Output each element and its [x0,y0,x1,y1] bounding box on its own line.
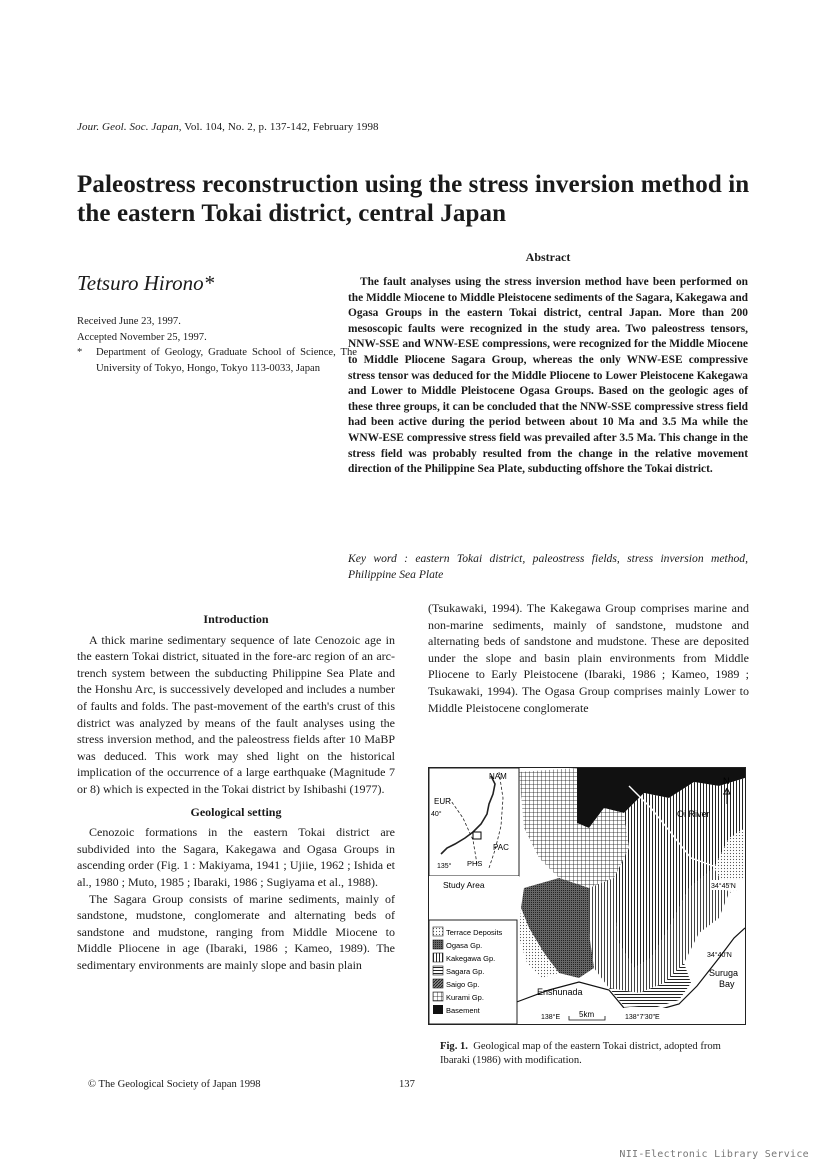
map-legend [429,920,517,1024]
keywords: Key word : eastern Tokai district, paleostress fields, stress inversion method, Philippine Sea Plate [348,552,748,581]
abstract-text: The fault analyses using the stress inversion method have been performed on the Middle Miocene to Middle Pleistocene sediments of the Sagara, Kakegawa and Ogasa Groups in the eastern Tokai district, central Japan. More than 200 mesoscopic faults were recognized in the study area. Two paleostress tensors, NNW-SSE and WNW-ESE compressions, were recognized for the Middle Miocene to Middle Pliocene Sagara Group, whereas the only WNW-ESE compressive stress tensor was deduced for the Middle Pliocene to Lower Pleistocene Kakegawa and Lower to Middle Pleistocene Ogasa Groups. Based on the geologic ages of these three groups, it can be concluded that the NNW-SSE compressive stress field had been active during the period between about 10 Ma and 3.5 Ma while the WNW-ESE compressive stress field was prevailed after 3.5 Ma. This change in the stress field was probably resulted from the change in the relative movement direction of the Philippine Sea Plate, subducting offshore the Tokai district. [348,276,748,476]
lat-3440-label: 34°40'N [707,952,732,959]
geological-setting-paragraph-1: Cenozoic formations in the eastern Tokai district are subdivided into the Sagara, Kakegawa and Ogasa Groups in ascending order (Fig. 1 : Makiyama, 1941 ; Ujiie, 1962 ; Ishida et al., 1980 ; Muto, 1985 ; Ibaraki, 1986 ; Sugiyama et al., 1988). [77,825,395,889]
journal-citation [77,121,379,133]
inset-label-lat40: 40° [431,811,442,818]
copyright-footer: © The Geological Society of Japan 1998 [88,1079,261,1090]
nii-watermark: NII-Electronic Library Service [619,1149,809,1160]
page-number: 137 [399,1079,415,1090]
lon-13830-label: 138°7'30"E [625,1014,660,1021]
geological-setting-paragraph-2: The Sagara Group consists of marine sediments, mainly of sandstone, mudstone, conglomerate and alternating beds of sandstone and mudstone, ranging from Middle Miocene to Middle Pliocene in age (Ibaraki, 1986 ; Kameo, 1989). The sedimentary environments are mainly slope and basin plain [77,891,395,972]
abstract-heading: Abstract [525,250,571,264]
paper-title: Paleostress reconstruction using the stress inversion method in the eastern Tokai district, central Japan [77,171,750,227]
legend-ogasa: Ogasa Gp. [446,941,483,950]
inset-label-study-area: Study Area [443,880,485,890]
legend-sagara: Sagara Gp. [446,967,485,976]
affiliation [77,345,357,376]
geological-setting-heading: Geological setting [190,804,282,819]
legend-kakegawa: Kakegawa Gp. [446,954,496,963]
lat-3445-label: 34°45'N [711,883,736,890]
inset-label-phs: PHS [467,859,483,868]
legend-basement: Basement [446,1006,480,1015]
affiliation-mark: * [77,347,83,358]
legend-saigo: Saigo Gp. [446,980,480,989]
caption-label: Fig. 1. [440,1041,468,1052]
geological-map-figure [428,767,746,1025]
caption-text: Geological map of the eastern Tokai district, adopted from Ibaraki (1986) with modification. [440,1041,721,1066]
lon-138-label: 138°E [541,1014,561,1021]
north-label: N [723,776,730,786]
oi-river-label: Oi River [677,809,710,819]
article-metadata [77,314,357,376]
legend-terrace: Terrace Deposits [446,928,503,937]
journal-volume: Vol. 104, No. 2, p. 137-142, February 1998 [184,121,379,133]
inset-label-pac: PAC [493,843,509,852]
enshunada-label: Enshunada [537,987,583,997]
affiliation-text: Department of Geology, Graduate School of Science, The University of Tokyo, Hongo, Tokyo 113-0033, Japan [96,347,357,374]
figure-caption [440,1040,745,1068]
legend-kurami: Kurami Gp. [446,993,484,1002]
received-date: Received June 23, 1997. [77,316,181,327]
introduction-heading: Introduction [203,612,269,626]
left-column [77,611,395,973]
inset-map [429,768,519,890]
suruga-label: Suruga [709,968,739,978]
introduction-paragraph: A thick marine sedimentary sequence of late Cenozoic age in the eastern Tokai district, situated in the fore-arc region of an arc-trench system between the subducting Philippine Sea Plate and the Honshu Arc, is successively developed and includes a number of faults and folds. The past-movement of the earth's crust of this district was analyzed by means of the fault analyses using the stress inversion method, and the paleostress fields after 10 MaBP was deduced. This work may shed light on the historical implication of the occurrence of a large earthquake (Magnitude 7 or 8) which is expected in the Tokai district by Ishibashi (1977). [77,632,395,796]
bay-label: Bay [719,979,735,989]
author-name: Tetsuro Hirono* [77,271,215,295]
geological-map [429,768,745,1024]
right-column-text: (Tsukawaki, 1994). The Kakegawa Group comprises marine and non-marine sediments, mainly of sandstone, mudstone and alternating beds of sandstone and mudstone. These are deposited under the slope and basin plain environments from Middle Pliocene to Early Pleistocene (Ibaraki, 1986 ; Kameo, 1989 ; Tsukawaki, 1994). The Ogasa Group comprises mainly Lower to Middle Pleistocene conglomerate [428,601,749,715]
inset-label-lon135: 135° [437,863,452,870]
inset-label-nam: NAM [489,772,507,781]
journal-name: Jour. Geol. Soc. Japan, [77,121,182,133]
scale-label: 5km [579,1010,595,1019]
inset-label-eur: EUR [434,797,451,806]
accepted-date: Accepted November 25, 1997. [77,331,207,343]
